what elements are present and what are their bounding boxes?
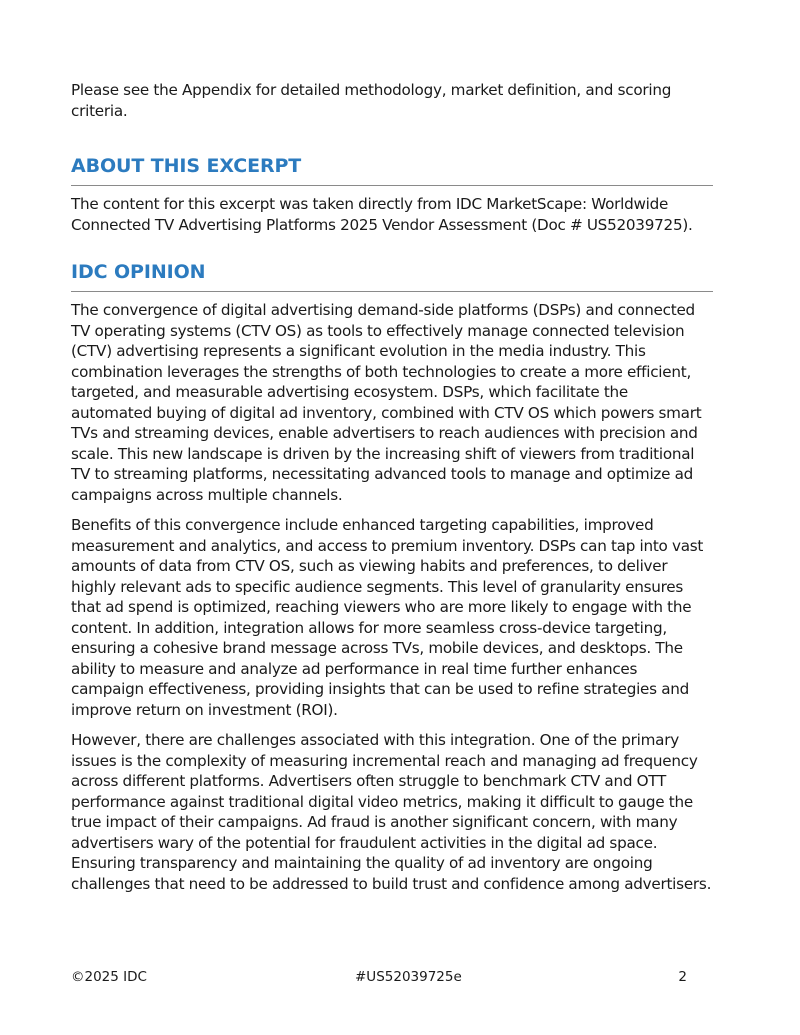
footer-page-number: 2 (678, 969, 687, 985)
document-page (71, 80, 713, 918)
section-heading-idc-opinion: IDC OPINION (71, 259, 713, 292)
about-this-excerpt-section (71, 153, 713, 235)
footer-copyright: ©2025 IDC (71, 969, 147, 985)
idc-opinion-section (71, 259, 713, 894)
section-heading-about-this-excerpt: ABOUT THIS EXCERPT (71, 153, 713, 186)
footer-doc-number: #US52039725e (355, 969, 462, 985)
opinion-paragraph-3: However, there are challenges associated with this integration. One of the primary issues is the complexity of measuring incremental reach and managing ad frequency across different platforms. Advertisers often struggle to benchmark CTV and OTT performance against traditional digital video metrics, making it difficult to gauge the true impact of their campaigns. Ad fraud is another significant concern, with many advertisers wary of the potential for fraudulent activities in the digital ad space. Ensuring transparency and maintaining the quality of ad inventory are ongoing challenges that need to be addressed to build trust and confidence among advertisers. (71, 731, 712, 893)
intro-paragraph: Please see the Appendix for detailed methodology, market definition, and scoring criteria. (71, 81, 672, 120)
about-paragraph: The content for this excerpt was taken directly from IDC MarketScape: Worldwide Connected TV Advertising Platforms 2025 Vendor Assessment (Doc # US52039725). (71, 195, 693, 234)
opinion-paragraph-2: Benefits of this convergence include enhanced targeting capabilities, improved measurement and analytics, and access to premium inventory. DSPs can tap into vast amounts of data from CTV OS, such as viewing habits and preferences, to deliver highly relevant ads to specific audience segments. This level of granularity ensures that ad spend is optimized, reaching viewers who are more likely to engage with the content. In addition, integration allows for more seamless cross-device targeting, ensuring a cohesive brand message across TVs, mobile devices, and desktops. The ability to measure and analyze ad performance in real time further enhances campaign effectiveness, providing insights that can be used to refine strategies and improve return on investment (ROI). (71, 516, 704, 719)
opinion-paragraph-1: The convergence of digital advertising demand-side platforms (DSPs) and connected TV operating systems (CTV OS) as tools to effectively manage connected television (CTV) advertising represents a significant evolution in the media industry. This combination leverages the strengths of both technologies to create a more efficient, targeted, and measurable advertising ecosystem. DSPs, which facilitate the automated buying of digital ad inventory, combined with CTV OS which powers smart TVs and streaming devices, enable advertisers to reach audiences with precision and scale. This new landscape is driven by the increasing shift of viewers from traditional TV to streaming platforms, necessitating advanced tools to manage and optimize ad campaigns across multiple channels. (71, 301, 702, 504)
